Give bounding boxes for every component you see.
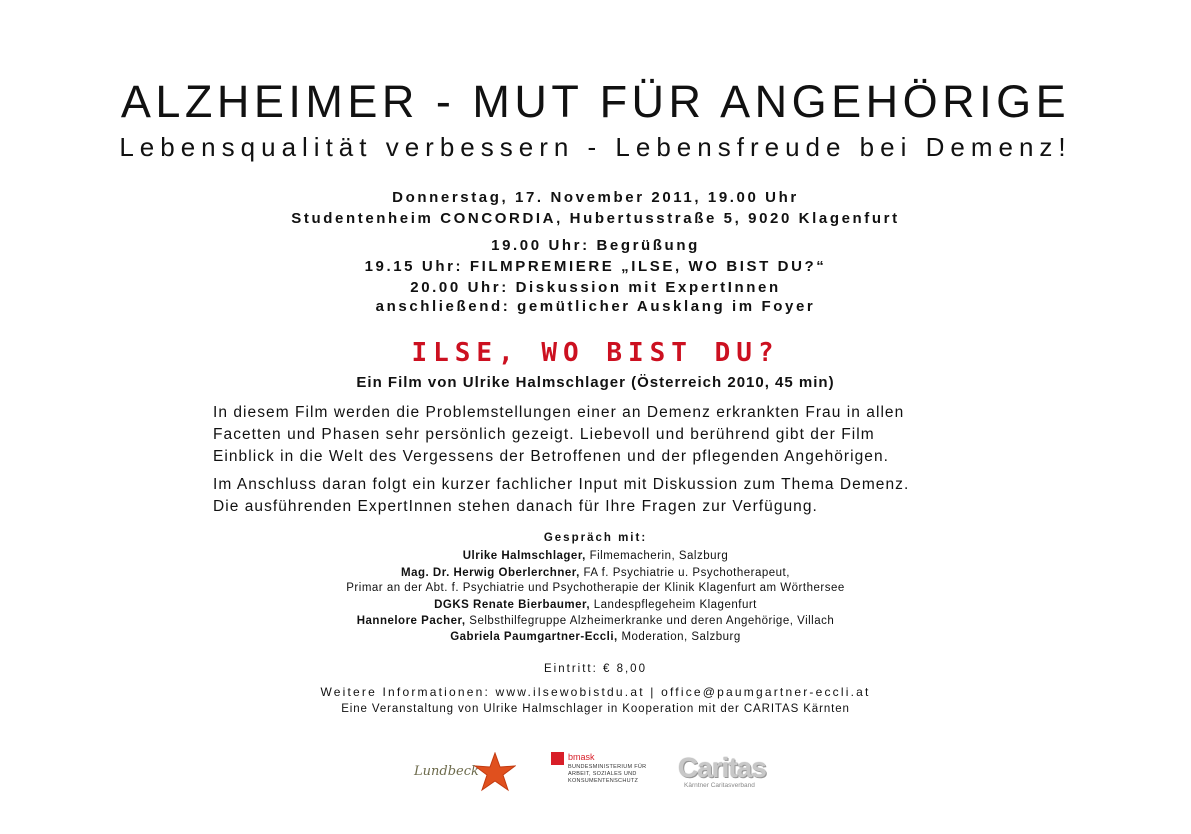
talk-heading: Gespräch mit:: [543, 532, 648, 544]
discussion-paragraph: [213, 474, 993, 518]
paragraph-line: Einblick in die Welt des Vergessens der Betroffenen und der pflegenden Angehörigen.: [213, 448, 889, 465]
bmask-line: ARBEIT, SOZIALES UND: [568, 771, 637, 777]
speaker-name: DGKS Renate Bierbaumer,: [434, 599, 591, 611]
speaker-name: Mag. Dr. Herwig Oberlerchner,: [401, 567, 580, 579]
program-item: 19.15 Uhr: FILMPREMIERE „ILSE, WO BIST DU?“: [364, 258, 827, 275]
speaker-line: [0, 567, 1191, 579]
film-info: Ein Film von Ulrike Halmschlager (Österreich 2010, 45 min): [356, 374, 835, 391]
speaker-name: Ulrike Halmschlager,: [462, 550, 586, 562]
bmask-logo: [551, 752, 651, 794]
program-item: 20.00 Uhr: Diskussion mit ExpertInnen: [410, 279, 781, 296]
speaker-line: [0, 631, 1191, 643]
speaker-line: [0, 582, 1191, 594]
bmask-subtitle: [568, 764, 646, 785]
speaker-name: Hannelore Pacher,: [356, 615, 466, 627]
event-date: Donnerstag, 17. November 2011, 19.00 Uhr: [392, 189, 799, 206]
lundbeck-logo: [410, 752, 520, 792]
more-info: Weitere Informationen: www.ilsewobistdu.at | office@paumgartner-eccli.at: [320, 685, 871, 699]
film-title: ILSE, WO BIST DU?: [411, 338, 780, 368]
program-item: 19.00 Uhr: Begrüßung: [491, 237, 700, 254]
speaker-line: [0, 615, 1191, 627]
page-title: ALZHEIMER - MUT FÜR ANGEHÖRIGE: [120, 76, 1071, 127]
speaker-role: Primar an der Abt. f. Psychiatrie und Psychotherapie der Klinik Klagenfurt am Wörthersee: [346, 582, 845, 594]
starfish-icon: [474, 752, 516, 792]
caritas-logo: [678, 752, 778, 792]
bmask-line: KONSUMENTENSCHUTZ: [568, 778, 639, 784]
speaker-role: Moderation, Salzburg: [617, 631, 741, 643]
program-item: anschließend: gemütlicher Ausklang im Foyer: [375, 298, 816, 315]
paragraph-line: Facetten und Phasen sehr persönlich gezeigt. Liebevoll und berührend gibt der Film: [213, 426, 875, 443]
speaker-role: FA f. Psychiatrie u. Psychotherapeut,: [579, 567, 790, 579]
speaker-name: Gabriela Paumgartner-Eccli,: [450, 631, 618, 643]
lundbeck-wordmark: Lundbeck: [414, 764, 479, 779]
paragraph-line: Im Anschluss daran folgt ein kurzer fachlicher Input mit Diskussion zum Thema Demenz.: [213, 476, 910, 493]
caritas-subtitle: Kärntner Caritasverband: [684, 782, 755, 789]
speaker-line: [0, 550, 1191, 562]
admission-price: Eintritt: € 8,00: [544, 663, 647, 675]
page-subtitle: Lebensqualität verbessern - Lebensfreude bei Demenz!: [119, 132, 1072, 162]
bmask-wordmark: bmask: [568, 752, 595, 762]
speaker-line: [0, 599, 1191, 611]
speaker-role: Selbsthilfegruppe Alzheimerkranke und deren Angehörige, Villach: [465, 615, 835, 627]
caritas-wordmark: Caritas: [678, 752, 766, 783]
event-venue: Studentenheim CONCORDIA, Hubertusstraße 5, 9020 Klagenfurt: [291, 210, 900, 227]
speaker-role: Filmemacherin, Salzburg: [585, 550, 729, 562]
speaker-role: Landespflegeheim Klagenfurt: [590, 599, 757, 611]
paragraph-line: Die ausführenden ExpertInnen stehen danach für Ihre Fragen zur Verfügung.: [213, 498, 818, 515]
bmask-emblem-icon: [551, 752, 564, 765]
bmask-line: BUNDESMINISTERIUM FÜR: [568, 764, 647, 770]
organizer-line: Eine Veranstaltung von Ulrike Halmschlager in Kooperation mit der CARITAS Kärnten: [341, 703, 850, 715]
paragraph-line: In diesem Film werden die Problemstellungen einer an Demenz erkrankten Frau in allen: [213, 404, 905, 421]
description-paragraph: [213, 402, 993, 468]
